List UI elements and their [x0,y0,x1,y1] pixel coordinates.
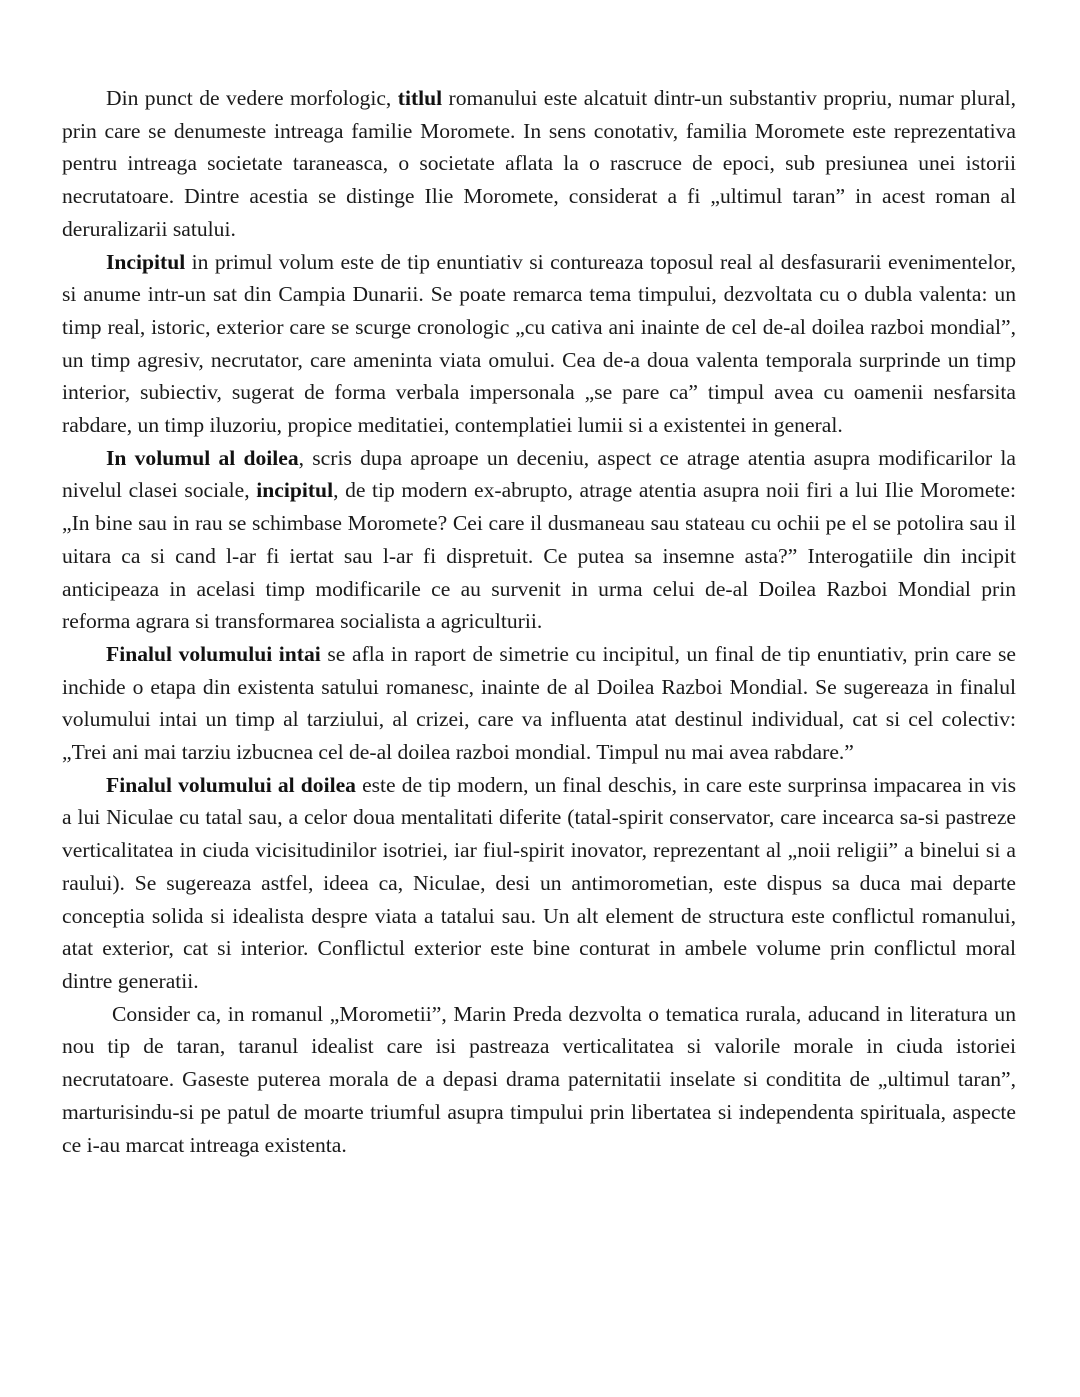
bold-term: Finalul volumului intai [106,641,321,666]
text-run: , scris dupa aproape un deceniu, aspect ce atrage atentia asupra modificarilor la nivelul clasei sociale, [62,445,1016,503]
paragraph [62,442,1016,638]
paragraph [62,769,1016,998]
bold-term: Finalul volumului al doilea [106,772,356,797]
paragraph [62,638,1016,769]
text-run: Din punct de vedere morfologic, [106,86,398,110]
text-run: se afla in raport de simetrie cu incipitul, un final de tip enuntiativ, prin care se inchide o etapa din existenta satului romanesc, inainte de al Doilea Razboi Mondial. Se sugereaza in finalul volumului intai un timp al tarziului, al crizei, care va influenta atat destinul individual, cat si cel colectiv: „Trei ani mai tarziu izbucnea cel de-al doilea razboi mondial. Timpul nu mai avea rabdare.” [62,641,1016,765]
text-run: Consider ca, in romanul „Morometii”, Marin Preda dezvolta o tematica rurala, aducand in literatura un nou tip de taran, taranul idealist care isi pastreaza verticalitatea si valorile morale in ciuda istoriei necrutatoare. Gaseste puterea morala de a depasi drama paternitatii inselate si conditita de „ultimul taran”, marturisindu-si pe patul de moarte triumful asupra timpului prin libertatea si independenta spirituala, aspecte ce i-au marcat intreaga existenta. [62,1001,1016,1157]
bold-term: incipitul [256,478,334,503]
text-run: , de tip modern ex-abrupto, atrage atentia asupra noii firi a lui Ilie Moromete: „In bine sau in rau se schimbase Moromete? Cei care il dusmaneau sau stateau cu ochii pe el se potolira sau il uitara ca si cand l-ar fi iertat sau l-ar fi dispretuit. Ce putea sa insemne asta?” Interogatiile din incipit anticipeaza in acelasi timp modificarile ce au survenit in urma celui de-al Doilea Razboi Mondial prin reforma agrara si transformarea socialista a agriculturii. [62,478,1016,634]
paragraph [62,246,1016,442]
text-run: in primul volum este de tip enuntiativ si contureaza toposul real al desfasurarii evenimentelor, si anume intr-un sat din Campia Dunarii. Se poate remarca tema timpului, dezvoltata cu o dubla valenta: un timp real, istoric, exterior care se scurge cronologic „cu cativa ani inainte de cel de-al doilea razboi mondial”, un timp agresiv, necrutator, care ameninta viata omului. Cea de-a doua valenta temporala surprinde un timp interior, subiectiv, sugerat de forma verbala impersonala „se pare ca” timpul avea cu oamenii nesfarsita rabdare, un timp iluzoriu, propice meditatiei, contemplatiei lumii si a existentei in general. [62,249,1016,438]
bold-term: titlul [397,86,443,110]
paragraph [62,998,1016,1162]
paragraph [62,82,1016,246]
text-run: romanului este alcatuit dintr-un substantiv propriu, numar plural, prin care se denumeste intreaga familie Moromete. In sens conotativ, familia Moromete este reprezentativa pentru intreaga societate taraneasca, o societate aflata la o rascruce de epoci, sub presiunea unei istorii necrutatoare. Dintre acestia se distinge Ilie Moromete, considerat a fi „ultimul taran” in acest roman al deruralizarii satului. [62,86,1016,241]
text-run: este de tip modern, un final deschis, in care este surprinsa impacarea in vis a lui Niculae cu tatal sau, a celor doua mentalitati diferite (tatal-spirit conservator, care incearca sa-si pastreze verticalitatea in ciuda vicisitudinilor isotriei, iar fiul-spirit inovator, reprezentant al „noii religii” a binelui si a raului). Se sugereaza astfel, ideea ca, Niculae, desi un antimorometian, este dispus sa duca mai departe conceptia solida si idealista despre viata a tatalui sau. Un alt element de structura este conflictul romanului, atat exterior, cat si interior. Conflictul exterior este bine conturat in ambele volume prin conflictul moral dintre generatii. [62,772,1016,993]
document-page [62,82,1016,1161]
bold-term: Incipitul [106,249,186,274]
bold-term: In volumul al doilea [106,445,299,470]
